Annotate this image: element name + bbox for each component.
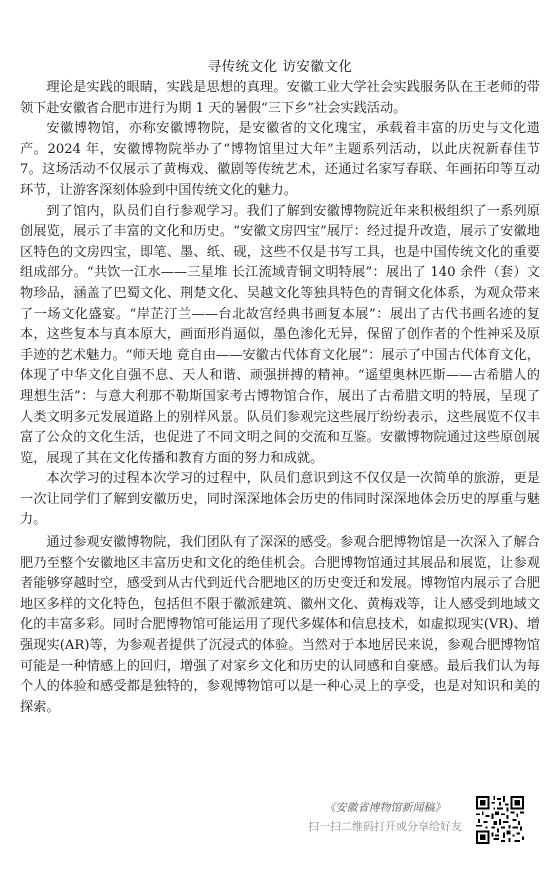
qr-code-icon[interactable] <box>476 796 524 844</box>
article <box>20 58 540 718</box>
footer-share-hint: 扫一扫二维码打开或分享给好友 <box>308 820 462 833</box>
article-title: 寻传统文化 访安徽文化 <box>207 59 353 75</box>
footer-source: 《安徽省博物馆新闻稿》 <box>324 801 446 814</box>
paragraph-reflection: 本次学习的过程本次学习的过程中，队员们意识到这不仅仅是一次简单的旅游，更是一次让同学们了解到安徽历史，同时深深地体会历史的伟同时深深地体会历史的厚重与魅力。 <box>20 471 540 528</box>
paragraph-museum-intro: 安徽博物馆，亦称安徽博物院，是安徽省的文化瑰宝，承载着丰富的历史与文化遗产。2024 年，安徽博物院举办了“博物馆里过大年”主题系列活动，以此庆祝新春佳节 7。这场活动不仅展示了黄梅戏、徽剧等传统艺术，还通过名家写春联、年画拓印等互动环节，让游客深刻体验到中国传统文化的魅力。 <box>20 121 540 198</box>
paragraph-conclusion: 通过参观安徽博物院，我们团队有了深深的感受。参观合肥博物馆是一次深入了解合肥乃至整个安徽地区丰富历史和文化的绝佳机会。合肥博物馆通过其展品和展览，让参观者能够穿越时空，感受到从古代到近代合肥地区的历史变迁和发展。博物馆内展示了合肥地区多样的文化特色，包括但不限于徽派建筑、徽州文化、黄梅戏等，让人感受到地域文化的丰富多彩。同时合肥博物馆可能运用了现代多媒体和信息技术，如虚拟现实(VR)、增强现实(AR)等，为参观者提供了沉浸式的体验。当然对于本地居民来说，参观合肥博物馆可能是一种情感上的回归，增强了对家乡文化和历史的认同感和自豪感。最后我们认为每个人的体验和感受都是独特的，参观博物馆可以是一种心灵上的享受，也是对知识和美的探索。 <box>20 535 540 715</box>
footer <box>300 800 470 835</box>
paragraph-exhibitions: 到了馆内，队员们自行参观学习。我们了解到安徽博物院近年来积极组织了一系列原创展览，展示了丰富的文化和历史。“安徽文房四宝”展厅：经过提升改造，展示了安徽地区特色的文房四宝，即笔、墨、纸、砚，这些不仅是书写工具，也是中国传统文化的重要组成部分。“共饮一江水——三星堆 长江流域青铜文明特展”：展出了 140 余件（套）文物珍品，涵盖了巴蜀文化、荆楚文化、吴越文化等独具特色的青铜文化体系，为观众带来了一场文化盛宴。“岸芷汀兰——台北故宫经典书画复本展”：展出了古代书画名迹的复本，这些复本与真本原大，画面形肖逼似，墨色渗化无异，保留了创作者的个性神采及原手迹的艺术魅力。“师天地 竟自由——安徽古代体育文化展”：展示了中国古代体育文化，体现了中华文化自强不息、天人和谐、顽强拼搏的精神。“遥望奥林匹斯——古希腊人的理想生活”：与意大利那不勒斯国家考古博物馆合作，展出了古希腊文明的特展，呈现了人类文明多元发展道路上的别样风景。队员们参观完这些展厅纷纷表示，这些展览不仅丰富了公众的文化生活，也促进了不同文明之间的交流和互鉴。安徽博物院通过这些原创展览，展现了其在文化传播和教育方面的努力和成就。 <box>20 203 540 466</box>
paragraph-intro: 理论是实践的眼睛，实践是思想的真理。安徽工业大学社会实践服务队在王老师的带领下赴安徽省合肥市进行为期 1 天的暑假“三下乡”社会实践活动。 <box>20 80 540 116</box>
